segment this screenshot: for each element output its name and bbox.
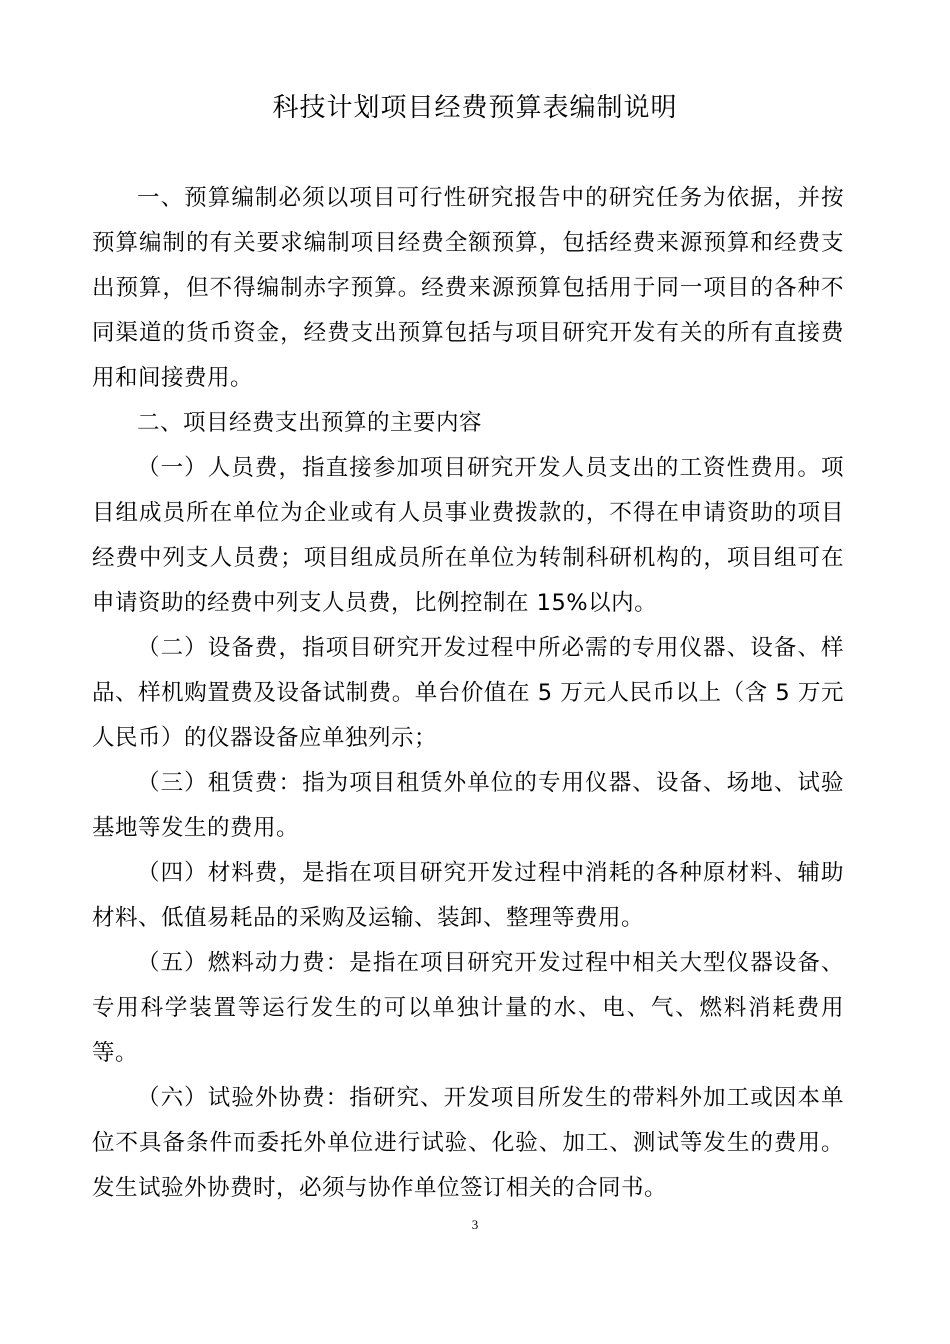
document-body	[92, 176, 844, 1211]
paragraph-personnel-cost: （一）人员费，指直接参加项目研究开发人员支出的工资性费用。项目组成员所在单位为企业或有人员事业费拨款的，不得在申请资助的项目经费中列支人员费；项目组成员所在单位为转制科研机构的，项目组可在申请资助的经费中列支人员费，比例控制在 15%以内。	[92, 455, 844, 616]
paragraph-outsourced-testing-cost: （六）试验外协费：指研究、开发项目所发生的带料外加工或因本单位不具备条件而委托外单位进行试验、化验、加工、测试等发生的费用。发生试验外协费时，必须与协作单位签订相关的合同书。	[92, 1085, 844, 1201]
paragraph-material-cost: （四）材料费，是指在项目研究开发过程中消耗的各种原材料、辅助材料、低值易耗品的采购及运输、装卸、整理等费用。	[92, 860, 844, 931]
paragraph-budget-basis: 一、预算编制必须以项目可行性研究报告中的研究任务为依据，并按预算编制的有关要求编制项目经费全额预算，包括经费来源预算和经费支出预算，但不得编制赤字预算。经费来源预算包括用于同一项目的各种不同渠道的货币资金，经费支出预算包括与项目研究开发有关的所有直接费用和间接费用。	[92, 185, 844, 391]
paragraph-fuel-power-cost: （五）燃料动力费：是指在项目研究开发过程中相关大型仪器设备、专用科学装置等运行发生的可以单独计量的水、电、气、燃料消耗费用等。	[92, 950, 844, 1066]
paragraph-equipment-cost: （二）设备费，指项目研究开发过程中所必需的专用仪器、设备、样品、样机购置费及设备试制费。单台价值在 5 万元人民币以上（含 5 万元人民币）的仪器设备应单独列示；	[92, 635, 844, 751]
page-number: 3	[471, 1217, 479, 1232]
paragraph-rental-cost: （三）租赁费：指为项目租赁外单位的专用仪器、设备、场地、试验基地等发生的费用。	[92, 770, 844, 841]
document-title: 科技计划项目经费预算表编制说明	[272, 93, 678, 123]
paragraph-expense-contents-heading: 二、项目经费支出预算的主要内容	[137, 410, 483, 436]
